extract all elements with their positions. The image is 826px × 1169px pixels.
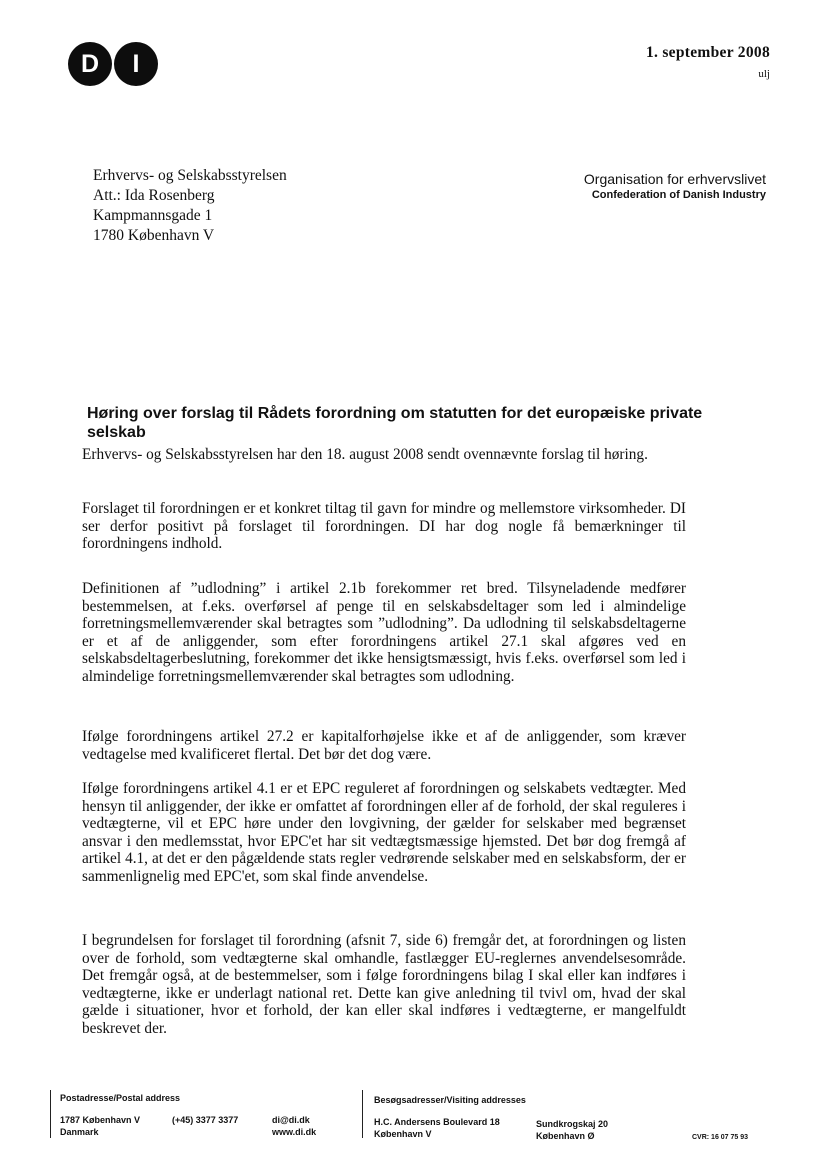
paragraph-positive: Forslaget til forordningen er et konkret tiltag til gavn for mindre og mellemstore virksomheder. DI ser derfor positivt på forslaget til forordningen. DI har dog nogle få bemærkninger til forordningens indhold. xyxy=(82,500,686,552)
organisation-name-da: Organisation for erhvervslivet xyxy=(583,171,766,187)
logo-letter-d: D xyxy=(68,42,112,86)
recipient-name: Erhvervs- og Selskabsstyrelsen xyxy=(93,167,287,184)
organisation-block xyxy=(584,171,766,201)
footer-visit-address-1 xyxy=(374,1116,500,1140)
di-logo xyxy=(68,42,158,88)
recipient-city: 1780 København V xyxy=(93,227,215,244)
paragraph-artikel-4-1: Ifølge forordningens artikel 4.1 er et EPC reguleret af forordningen og selskabets vedtægter. Med hensyn til anliggender, der ikke er omfattet af forordningen eller af de forhold, der skal reguleres i vedtægterne, vil et EPC høre under den lovgivning, der gælder for selskaber med begrænset ansvar i den medlemsstat, hvor EPC'et har sit vedtægtsmæssige hjemsted. Det bør dog fremgå af artikel 4.1, at det er den pågældende stats regler vedrørende selskaber med en selskabsform, der er sammenlignelig med EPC'et, som skal finde anvendelse. xyxy=(82,780,686,885)
footer-visit2-line2: København Ø xyxy=(536,1131,595,1141)
recipient-attention: Att.: Ida Rosenberg xyxy=(93,187,215,204)
paragraph-kapitalforhoejelse: Ifølge forordningens artikel 27.2 er kapitalforhøjelse ikke et af de anliggender, som kræver vedtagelse med kvalificeret flertal. Det bør det dog være. xyxy=(82,728,686,763)
paragraph-begrundelse: I begrundelsen for forslaget til forordning (afsnit 7, side 6) fremgår det, at forordningen og listen over de forhold, som vedtægterne skal omhandle, fastlægger EU-reglernes anvendelsesområde. Det fremgår også, at de bestemmelser, som i følge forordningens bilag I skal eller kan indføres i vedtægterne, ikke er underlagt national ret. Dette kan give anledning til tvivl om, hvad der skal gælde i situationer, hvor et forhold, der kan eller skal indføres i vedtægterne, er mangelfuldt beskrevet der. xyxy=(82,932,686,1037)
footer-visit-address-2 xyxy=(536,1118,608,1142)
footer-visiting-heading: Besøgsadresser/Visiting addresses xyxy=(374,1095,526,1105)
footer-visit1-line1: H.C. Andersens Boulevard 18 xyxy=(374,1117,500,1127)
footer-phone: (+45) 3377 3377 xyxy=(172,1115,239,1125)
footer-postal-line1: 1787 København V xyxy=(60,1115,141,1125)
footer-email: di@di.dk xyxy=(272,1115,310,1125)
footer-postal-line2: Danmark xyxy=(60,1127,99,1137)
footer-visit2-line1: Sundkrogskaj 20 xyxy=(536,1119,609,1129)
author-initials: ulj xyxy=(758,68,770,80)
footer-web: www.di.dk xyxy=(272,1127,317,1137)
logo-letter-i: I xyxy=(114,42,158,86)
footer-contact xyxy=(272,1114,316,1138)
footer-divider-left xyxy=(50,1090,51,1138)
paragraph-intro: Erhvervs- og Selskabsstyrelsen har den 18. august 2008 sendt ovennævnte forslag til høring. xyxy=(82,446,648,463)
letter-subject: Høring over forslag til Rådets forordning om statutten for det europæiske private selskab xyxy=(87,405,703,441)
footer-postal-heading: Postadresse/Postal address xyxy=(60,1093,181,1103)
footer-divider-middle xyxy=(362,1090,363,1138)
letter-date: 1. september 2008 xyxy=(645,44,770,61)
organisation-name-en: Confederation of Danish Industry xyxy=(591,189,766,201)
footer-cvr: CVR: 16 07 75 93 xyxy=(692,1134,749,1141)
recipient-street: Kampmannsgade 1 xyxy=(93,207,213,224)
footer-visit1-line2: København V xyxy=(374,1129,432,1139)
footer-postal-address xyxy=(60,1114,140,1138)
recipient-address xyxy=(93,166,287,246)
paragraph-udlodning: Definitionen af ”udlodning” i artikel 2.1b forekommer ret bred. Tilsyneladende medfører bestemmelsen, at f.eks. overførsel af penge til en selskabsdeltager som led i almindelige forretningsmellemværender skal betragtes som ”udlodning”. Da udlodning til selskabsdeltagerne er et af de anliggender, som efter forordningens artikel 27.1 skal afgøres ved en selskabsdeltagerbeslutning, forekommer det ikke hensigtsmæssigt, hvis f.eks. overførsel som led i almindelige forretningsmellemværender skal betragtes som udlodning. xyxy=(82,580,686,685)
